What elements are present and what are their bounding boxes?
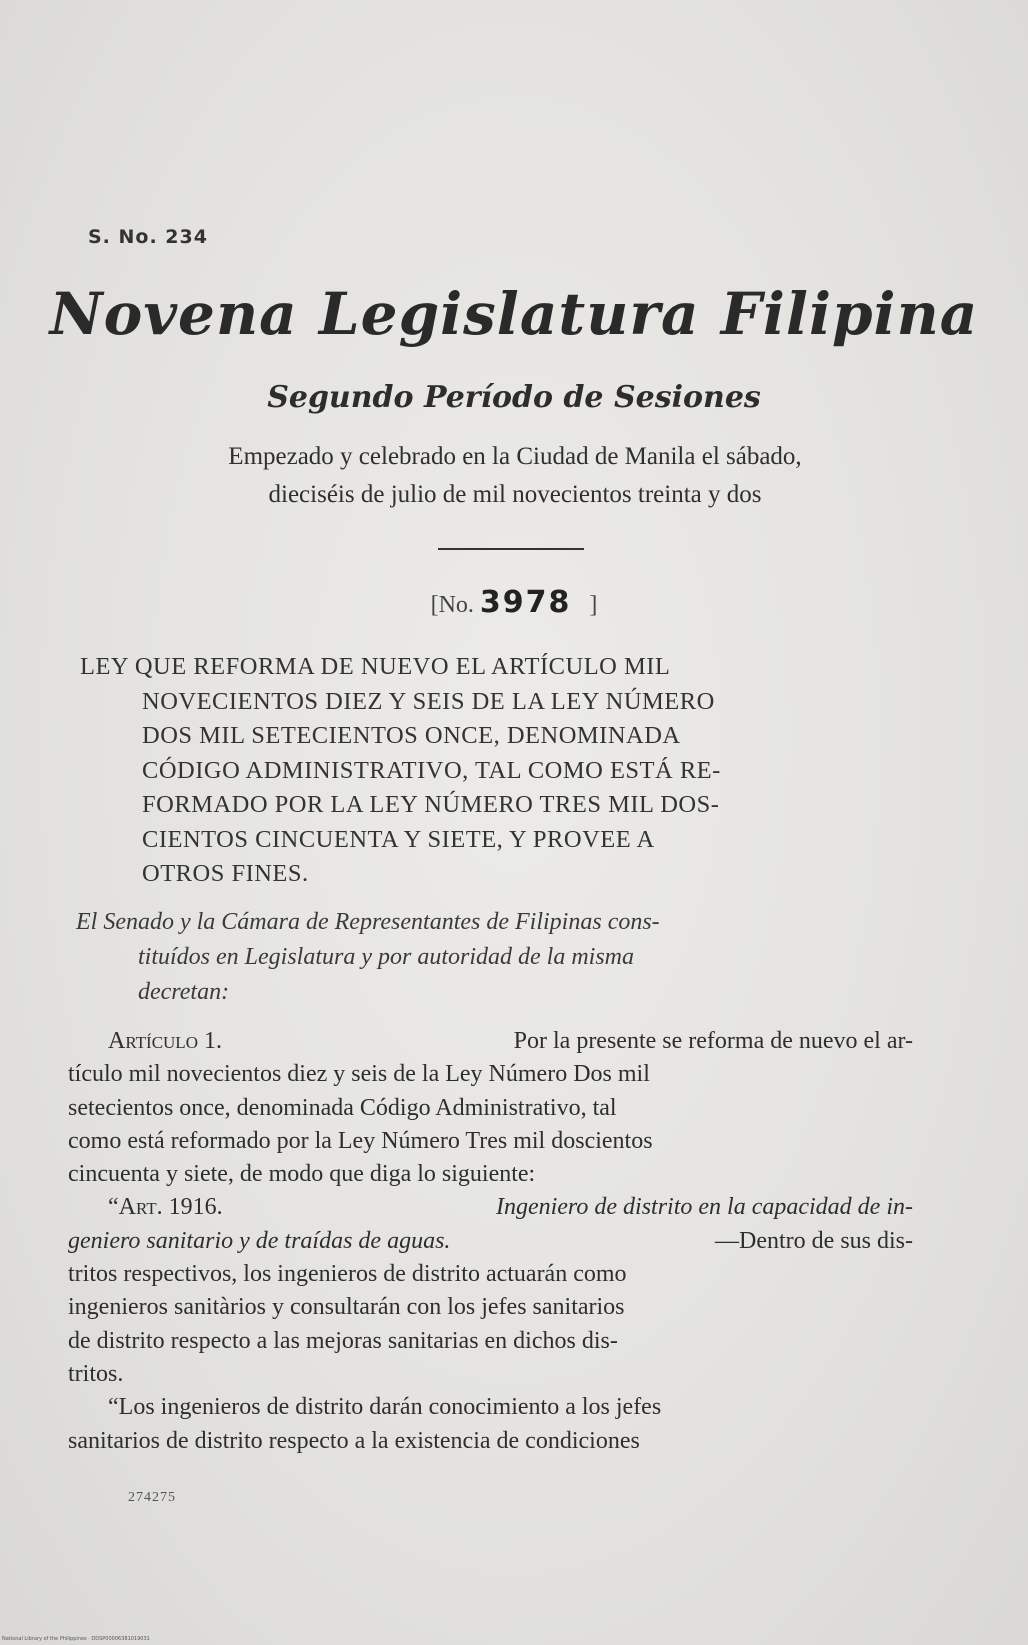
law-title-line: OTROS FINES. — [142, 860, 309, 887]
body-text-span: —Dentro de sus dis- — [715, 1227, 913, 1254]
session-subtitle: Segundo Período de Sesiones — [267, 380, 761, 415]
body-line — [68, 1191, 913, 1224]
article-1916-heading: Ingeniero de distrito en la capacidad de in- — [495, 1194, 913, 1221]
enacting-line: tituídos en Legislatura y por autoridad de la misma — [138, 944, 635, 970]
intro-line: dieciséis de julio de mil novecientos treinta y dos — [268, 481, 762, 508]
body-line — [68, 1025, 913, 1058]
article-1916-heading: geniero sanitario y de traídas de aguas. — [68, 1227, 451, 1254]
body-line: ingenieros sanitàrios y consultarán con los jefes sanitarios — [68, 1294, 625, 1321]
body-line: cincuenta y siete, de modo que diga lo siguiente: — [68, 1161, 536, 1188]
act-label-open: [No. — [430, 592, 474, 618]
legislature-title: Novena Legislatura Filipina — [49, 280, 979, 348]
body-line: tritos respectivos, los ingenieros de distrito actuarán como — [68, 1261, 627, 1288]
enacting-line: El Senado y la Cámara de Representantes de Filipinas cons- — [76, 909, 660, 935]
article-1916-label: “Art. 1916. — [108, 1194, 223, 1221]
law-title-line: FORMADO POR LA LEY NÚMERO TRES MIL DOS- — [142, 791, 720, 818]
body-text-span: Por la presente se reforma de nuevo el ar- — [513, 1028, 913, 1054]
law-title-line: NOVECIENTOS DIEZ Y SEIS DE LA LEY NÚMERO — [142, 687, 715, 715]
body-line: setecientos once, denominada Código Administrativo, tal — [68, 1094, 617, 1121]
divider-rule — [438, 548, 584, 550]
law-title-line: LEY QUE REFORMA DE NUEVO EL ARTÍCULO MIL — [80, 653, 671, 680]
body-line: “Los ingenieros de distrito darán conocimiento a los jefes — [108, 1394, 662, 1421]
enacting-clause — [76, 905, 926, 1010]
body-text — [68, 1025, 913, 1458]
body-line: de distrito respecto a las mejoras sanitarias en dichos dis- — [68, 1327, 618, 1354]
law-title-line: CÓDIGO ADMINISTRATIVO, TAL COMO ESTÁ RE- — [142, 756, 721, 784]
session-intro — [100, 438, 930, 514]
enacting-line: decretan: — [138, 979, 230, 1005]
body-line: sanitarios de distrito respecto a la existencia de condiciones — [68, 1427, 640, 1454]
law-title-line: DOS MIL SETECIENTOS ONCE, DENOMINADA — [142, 722, 681, 749]
act-number-value: 3978 — [479, 585, 572, 620]
print-number: 274275 — [128, 1490, 176, 1505]
body-line: tritos. — [68, 1360, 124, 1387]
law-title — [80, 650, 930, 892]
body-line: como está reformado por la Ley Número Tres mil doscientos — [68, 1127, 653, 1154]
law-title-line: CIENTOS CINCUENTA Y SIETE, Y PROVEE A — [142, 825, 655, 853]
body-line — [68, 1225, 913, 1258]
article-1-label: Artículo 1. — [108, 1028, 222, 1054]
act-label-close: ] — [589, 592, 598, 618]
act-number — [0, 585, 1028, 620]
bill-number: S. No. 234 — [88, 226, 208, 248]
intro-line: Empezado y celebrado en la Ciudad de Manila el sábado, — [228, 443, 802, 470]
body-line: tículo mil novecientos diez y seis de la Ley Número Dos mil — [68, 1061, 650, 1088]
scan-credit: National Library of the Philippines · DDSP00006381019031 — [2, 1636, 150, 1642]
